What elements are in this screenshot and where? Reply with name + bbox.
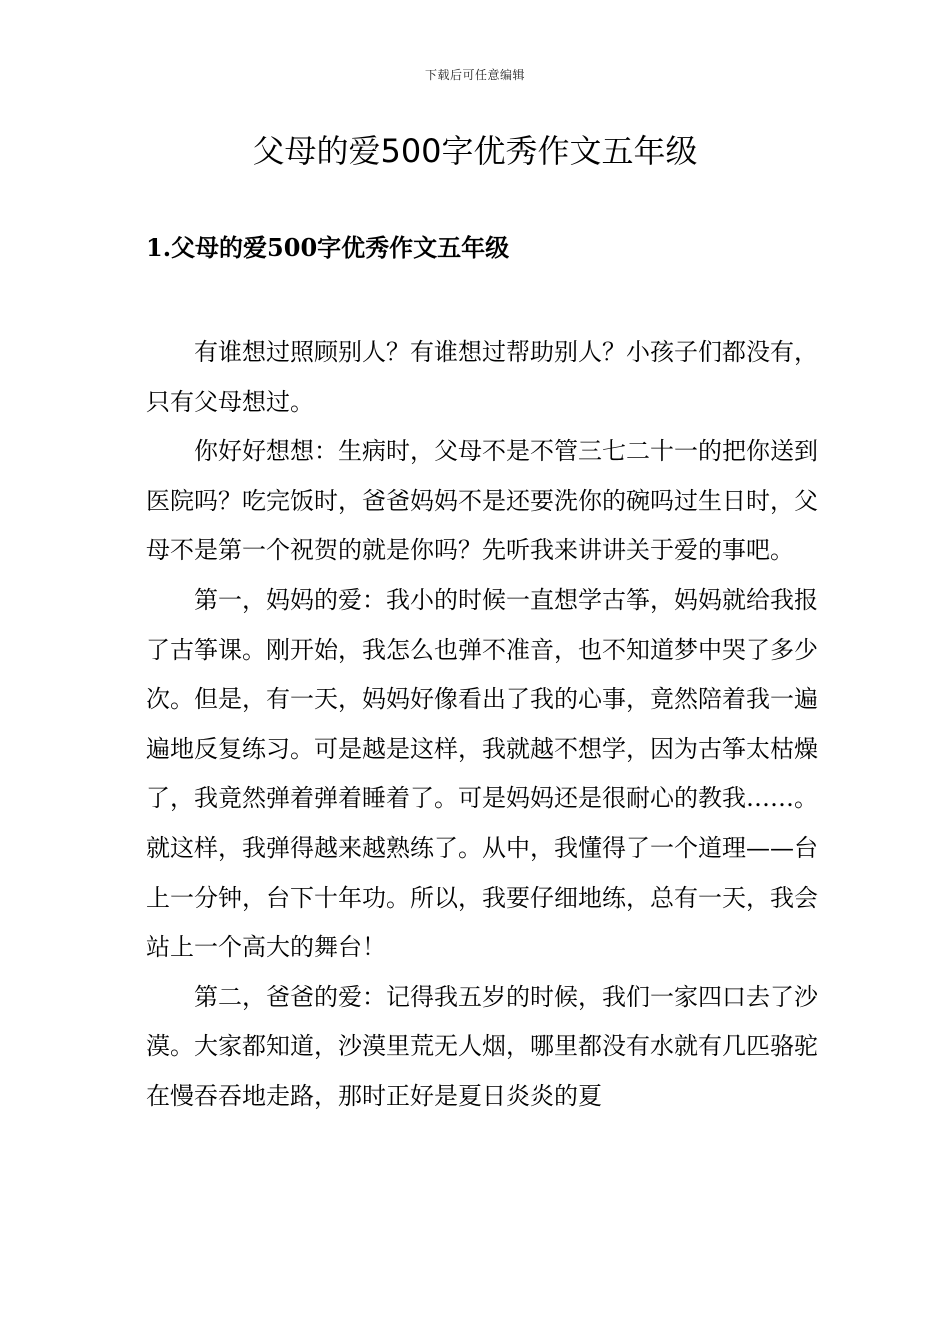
paragraph: 你好好想想：生病时，父母不是不管三七二十一的把你送到医院吗？吃完饭时，爸爸妈妈不是还要洗你的碗吗过生日时，父母不是第一个祝贺的就是你吗？先听我来讲讲关于爱的事吧。 — [146, 437, 818, 565]
header-note: 下载后可任意编辑 — [424, 68, 525, 82]
document-title: 父母的爱500字优秀作文五年级 — [252, 132, 698, 170]
document-body — [146, 328, 818, 1122]
paragraph: 第二，爸爸的爱：记得我五岁的时候，我们一家四口去了沙漠。大家都知道，沙漠里荒无人烟，哪里都没有水就有几匹骆驼在慢吞吞地走路，那时正好是夏日炎炎的夏 — [146, 982, 818, 1110]
paragraph: 第一，妈妈的爱：我小的时候一直想学古筝，妈妈就给我报了古筝课。刚开始，我怎么也弹不准音，也不知道梦中哭了多少次。但是，有一天，妈妈好像看出了我的心事，竟然陪着我一遍遍地反复练习。可是越是这样，我就越不想学，因为古筝太枯燥了，我竟然弹着弹着睡着了。可是妈妈还是很耐心的教我……。就这样，我弹得越来越熟练了。从中，我懂得了一个道理——台上一分钟，台下十年功。所以，我要仔细地练，总有一天，我会站上一个高大的舞台！ — [146, 585, 818, 962]
paragraph: 有谁想过照顾别人？有谁想过帮助别人？小孩子们都没有，只有父母想过。 — [146, 338, 818, 416]
section-heading: 1.父母的爱500字优秀作文五年级 — [146, 233, 510, 262]
